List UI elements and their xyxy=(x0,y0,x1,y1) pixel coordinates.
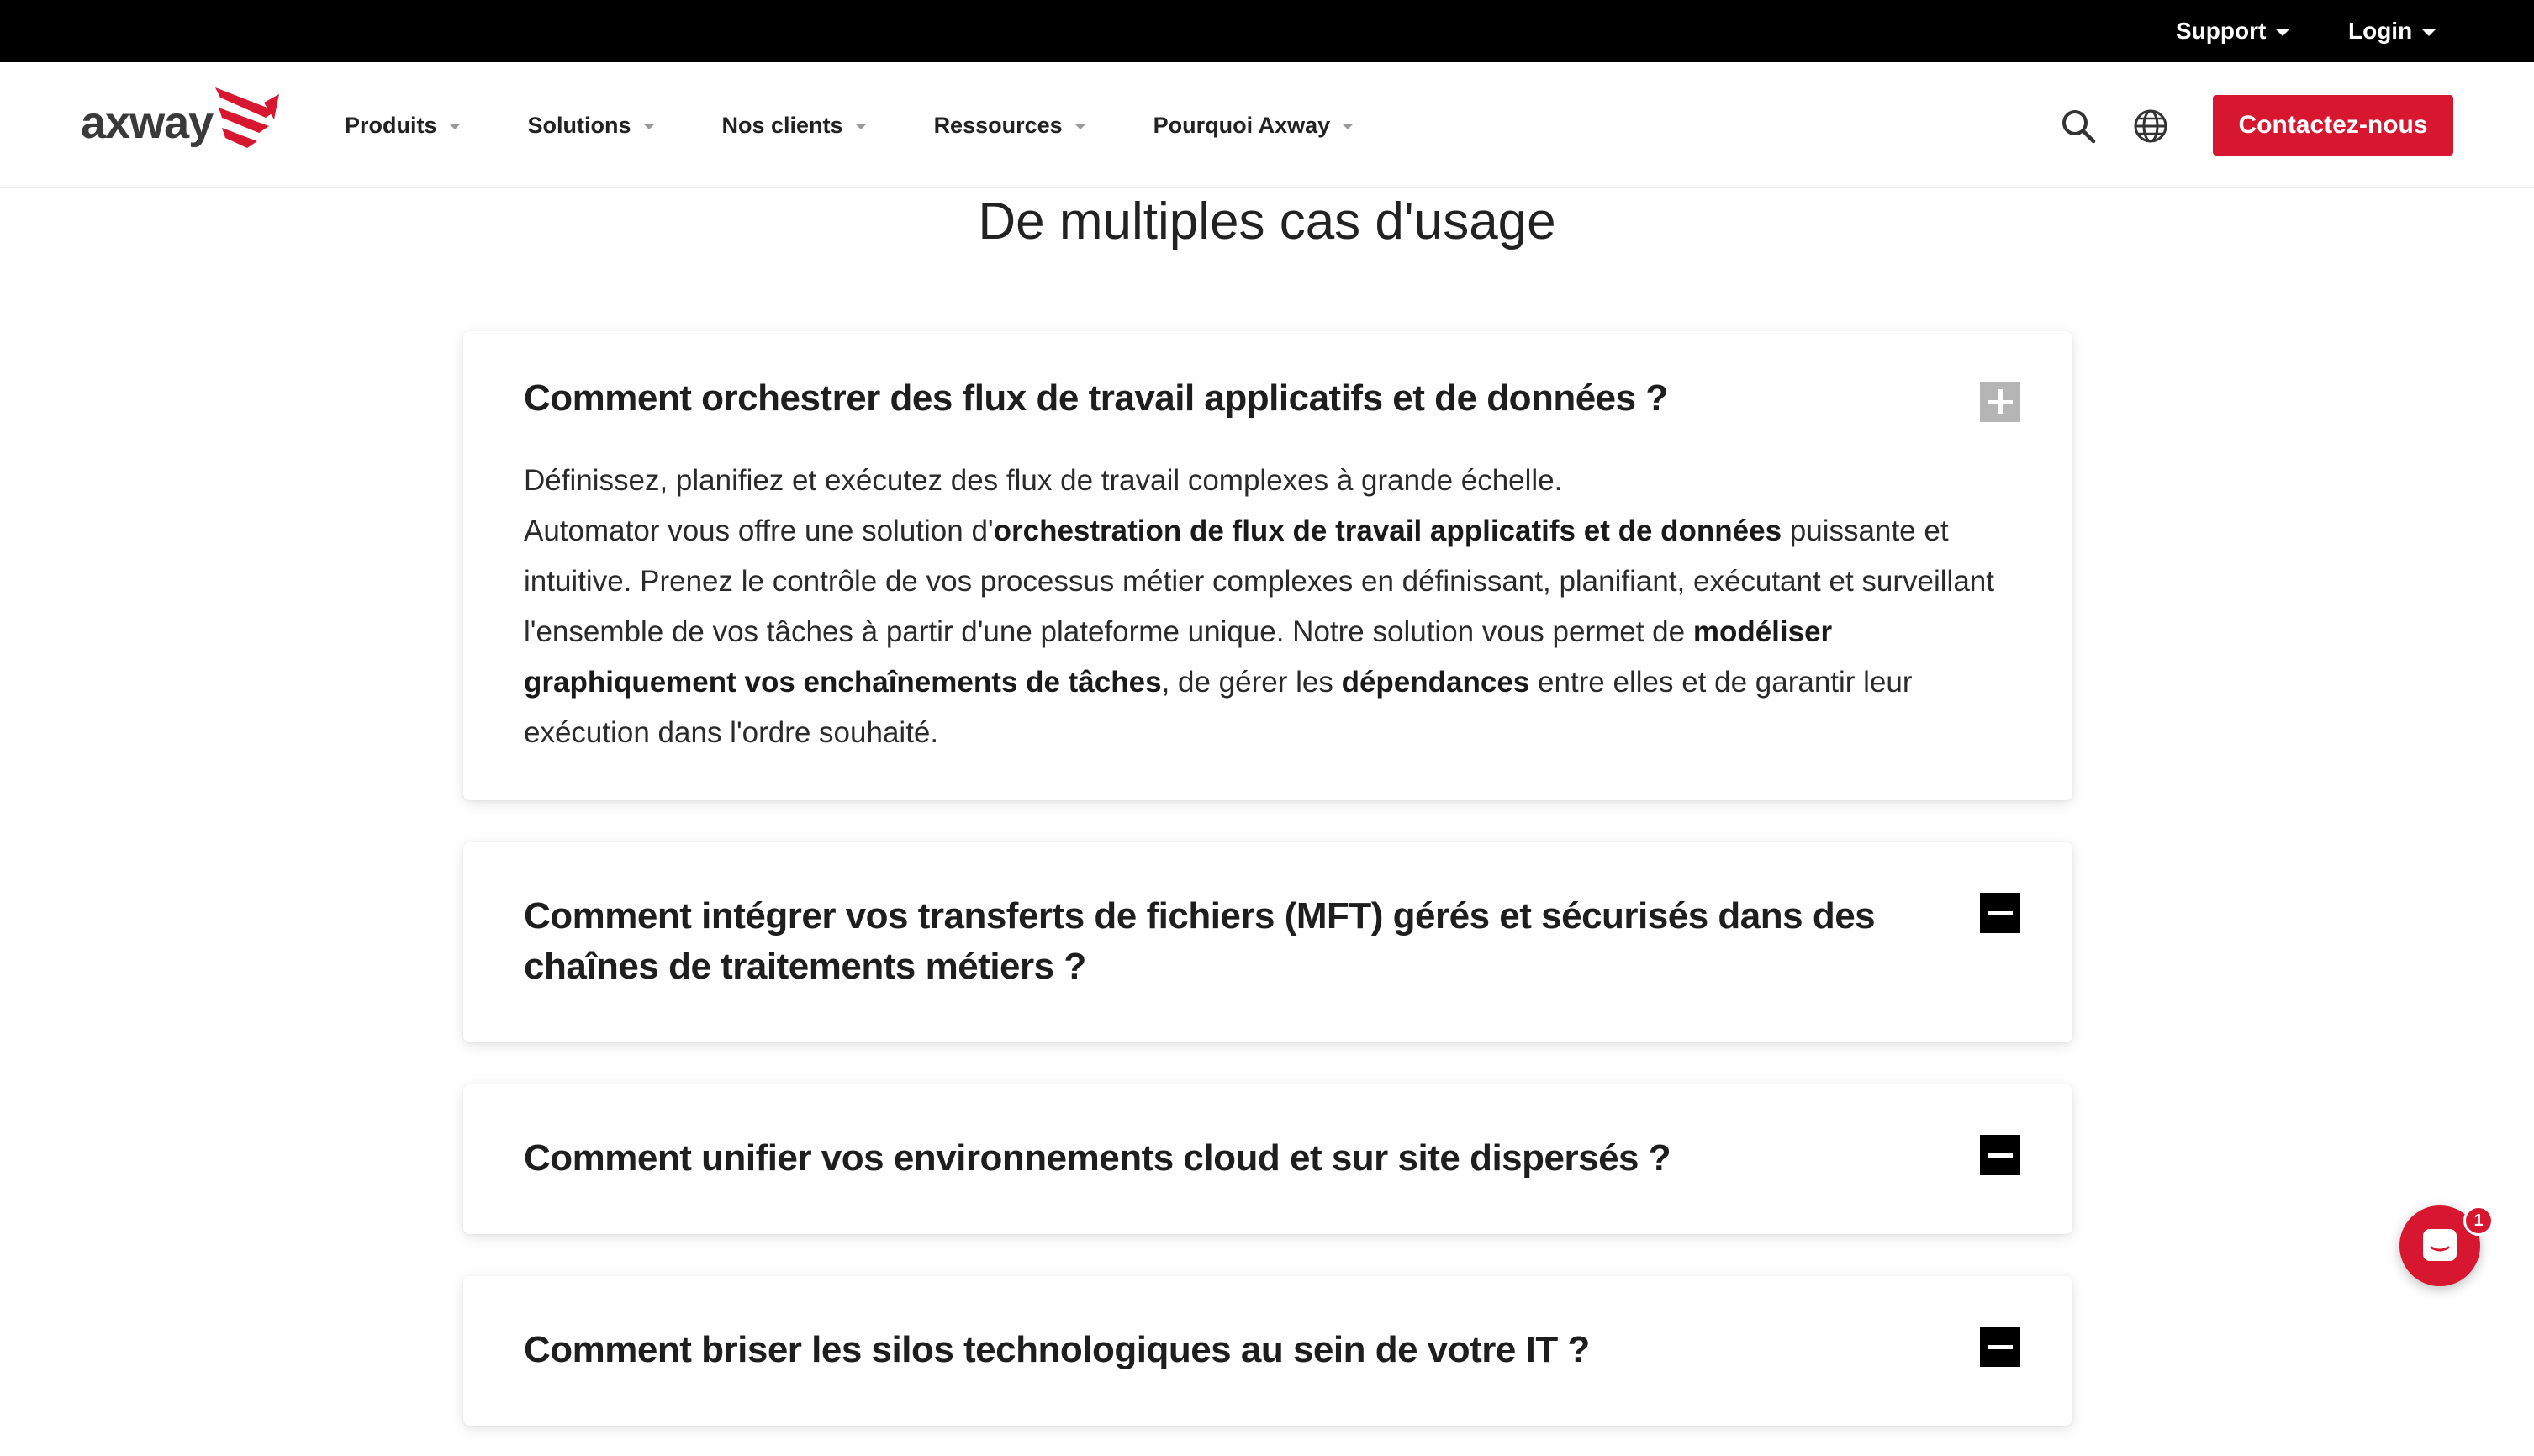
main-header xyxy=(0,62,2534,188)
section-title: De multiples cas d'usage xyxy=(978,193,1556,251)
plus-icon[interactable] xyxy=(1980,382,2020,422)
nav-item-solutions[interactable] xyxy=(528,113,655,139)
logo-wing-icon xyxy=(214,86,281,161)
search-button[interactable] xyxy=(2055,103,2102,150)
nav-label: Nos clients xyxy=(721,112,843,138)
login-label: Login xyxy=(2348,18,2413,44)
minus-icon[interactable] xyxy=(1980,893,2020,933)
accordion-header[interactable]: Comment orchestrer des flux de travail applicatifs et de données ? xyxy=(524,377,1668,419)
accordion-header[interactable]: Comment unifier vos environnements cloud et sur site dispersés ? xyxy=(524,1137,1671,1179)
top-utility-bar xyxy=(0,0,2534,62)
accordion-item xyxy=(463,842,2072,1042)
nav-item-ressources[interactable] xyxy=(934,113,1086,139)
nav-label: Produits xyxy=(345,112,437,138)
contact-button[interactable]: Contactez-nous xyxy=(2213,95,2453,156)
nav-item-pourquoi-axway[interactable] xyxy=(1153,113,1354,139)
chevron-down-icon xyxy=(855,124,867,129)
minus-icon[interactable] xyxy=(1980,1327,2020,1367)
language-button[interactable] xyxy=(2127,103,2174,150)
nav-label: Solutions xyxy=(527,112,631,138)
chevron-down-icon xyxy=(2276,29,2289,36)
login-menu[interactable] xyxy=(2348,0,2436,62)
accordion-header[interactable]: Comment intégrer vos transferts de fichiers (MFT) gérés et sécurisés dans des chaînes de traitements métiers ? xyxy=(524,895,1876,987)
nav-item-produits[interactable] xyxy=(345,113,461,139)
chevron-down-icon xyxy=(643,124,655,129)
chevron-down-icon xyxy=(2422,29,2436,36)
accordion-item xyxy=(463,331,2072,800)
nav-label: Ressources xyxy=(933,112,1063,138)
chat-icon xyxy=(2420,1226,2460,1266)
search-icon xyxy=(2060,108,2097,145)
body-intro: Définissez, planifiez et exécutez des flux de travail complexes à grande échelle. xyxy=(524,464,1563,497)
minus-icon[interactable] xyxy=(1980,1135,2020,1175)
body-paragraph: Automator vous offre une solution d'orchestration de flux de travail applicatifs et de données puissante et intuitive. Prenez le contrôle de vos processus métier complexes en définissant, planifiant, exécutant et surveillant l'ensemble de vos tâches à partir d'une plateforme unique. Notre solution vous permet de modéliser graphiquement vos enchaînements de tâches, de gérer les dépendances entre elles et de garantir leur exécution dans l'ordre souhaité. xyxy=(524,514,1994,749)
axway-logo[interactable] xyxy=(81,81,291,165)
accordion-item xyxy=(463,1276,2072,1426)
nav-item-nos-clients[interactable] xyxy=(722,113,867,139)
support-menu[interactable] xyxy=(2176,0,2289,62)
accordion-body xyxy=(524,456,2029,758)
chevron-down-icon xyxy=(449,124,461,129)
globe-icon xyxy=(2133,108,2168,144)
chevron-down-icon xyxy=(1342,124,1354,129)
support-label: Support xyxy=(2176,18,2267,44)
chevron-down-icon xyxy=(1074,124,1086,129)
logo-text: axway xyxy=(81,98,214,148)
notification-badge: 1 xyxy=(2463,1205,2494,1236)
accordion-header[interactable]: Comment briser les silos technologiques au sein de votre IT ? xyxy=(524,1329,1590,1370)
main-nav xyxy=(345,62,1421,188)
nav-label: Pourquoi Axway xyxy=(1153,112,1331,138)
accordion-item xyxy=(463,1084,2072,1234)
